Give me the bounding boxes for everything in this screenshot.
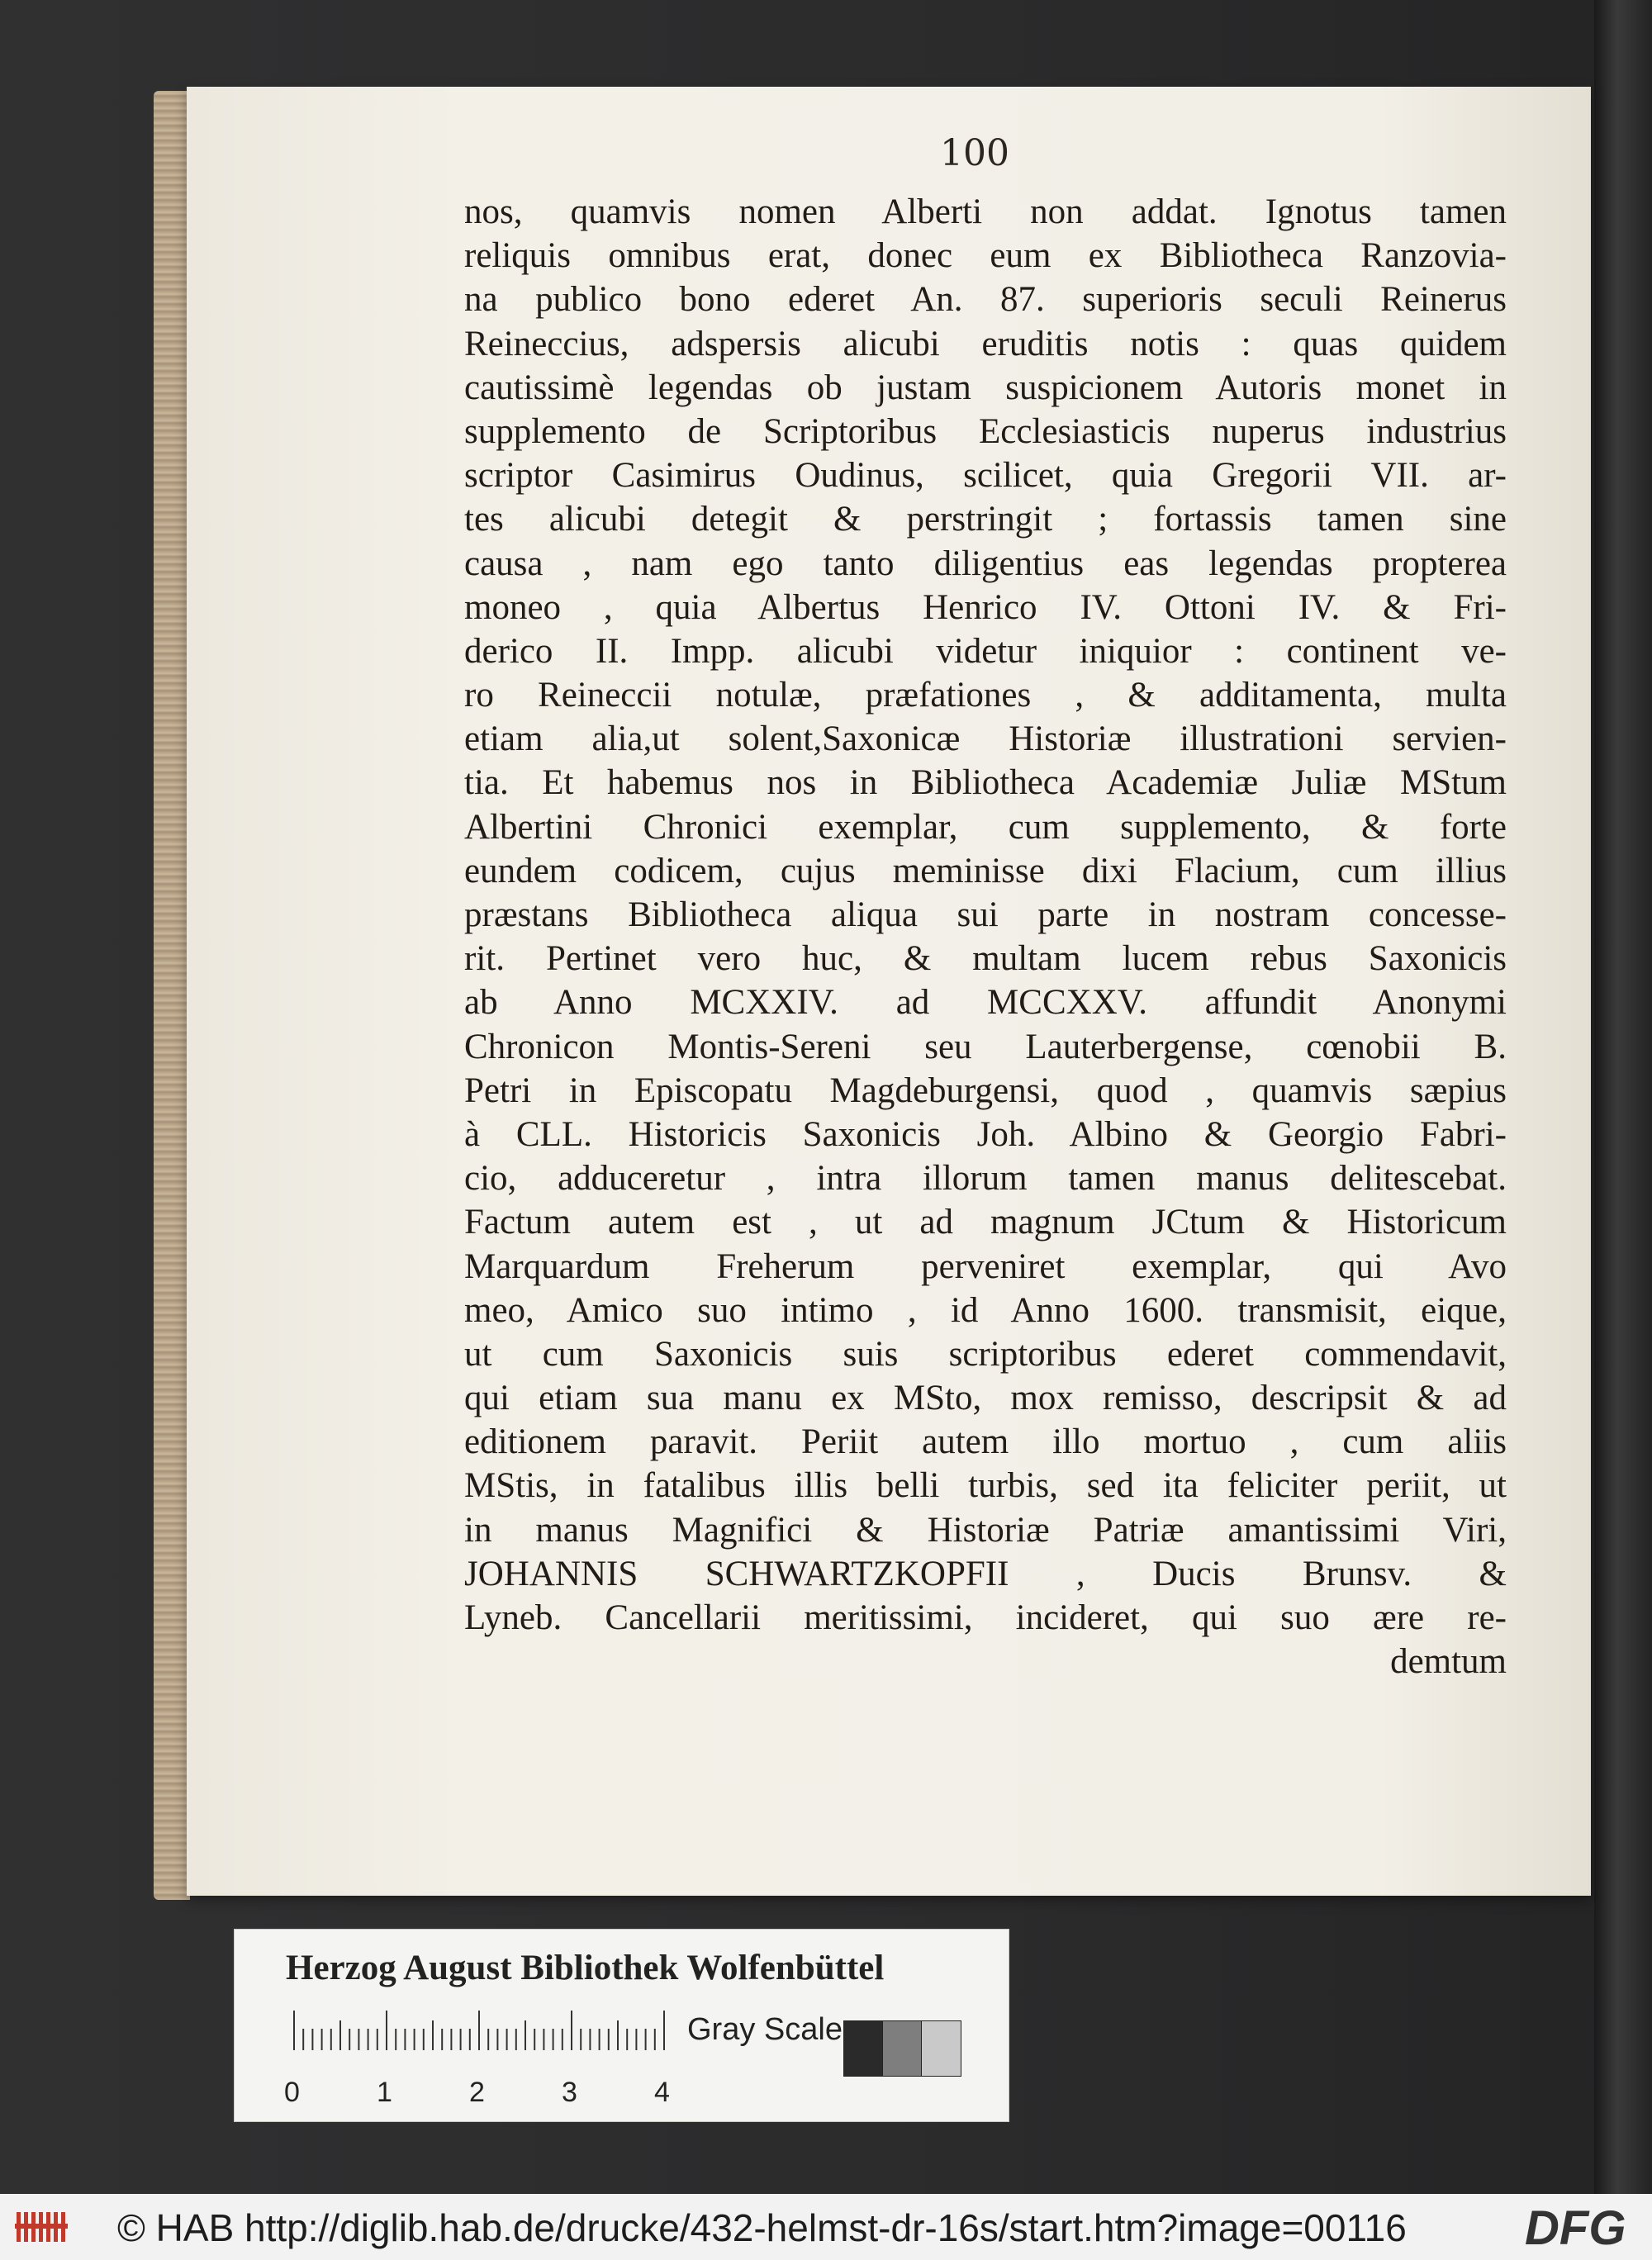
page-text [464, 190, 1507, 1683]
text-line: præstans Bibliotheca aliqua sui parte in nostram concesse- [464, 895, 1507, 934]
ruler-number: 3 [562, 2077, 577, 2108]
ruler-number: 0 [284, 2077, 300, 2108]
text-line: cautissimè legendas ob justam suspicionem Autoris monet in [464, 368, 1507, 407]
text-line: Marquardum Freherum perveniret exemplar, qui Avo [464, 1246, 1507, 1286]
text-line: Reineccius, adspersis alicubi eruditis notis : quas quidem [464, 324, 1507, 363]
text-line: tes alicubi detegit & perstringit ; fortassis tamen sine [464, 500, 1507, 539]
text-line: tia. Et habemus nos in Bibliotheca Academiæ Juliæ MStum [464, 763, 1507, 803]
text-line: moneo , quia Albertus Henrico IV. Ottoni IV. & Fri- [464, 587, 1507, 627]
hab-logo-icon [15, 2207, 69, 2247]
text-line: eundem codicem, cujus meminisse dixi Flacium, cum illius [464, 851, 1507, 890]
text-line: etiam alia,ut solent,Saxonicæ Historiæ illustrationi servien- [464, 719, 1507, 759]
text-line: MStis, in fatalibus illis belli turbis, sed ita feliciter periit, ut [464, 1466, 1507, 1506]
text-line: Chronicon Montis-Sereni seu Lauterbergense, cœnobii B. [464, 1027, 1507, 1066]
text-line: causa , nam ego tanto diligentius eas legendas propterea [464, 544, 1507, 583]
gray-swatch [921, 2020, 961, 2077]
text-line: à CLL. Historicis Saxonicis Joh. Albino & Georgio Fabri- [464, 1114, 1507, 1154]
ruler-number: 2 [469, 2077, 485, 2108]
text-line: demtum [1390, 1642, 1507, 1682]
dfg-logo: DFG [1525, 2201, 1626, 2255]
ruler-number: 1 [377, 2077, 392, 2108]
text-line: rit. Pertinet vero huc, & multam lucem rebus Saxonicis [464, 939, 1507, 979]
text-line: Petri in Episcopatu Magdeburgensi, quod , quamvis sæpius [464, 1071, 1507, 1110]
text-line: qui etiam sua manu ex MSto, mox remisso, descripsit & ad [464, 1379, 1507, 1418]
ruler-number: 4 [654, 2077, 670, 2108]
text-line: Albertini Chronici exemplar, cum supplemento, & forte [464, 807, 1507, 847]
copyright-url[interactable]: © HAB http://diglib.hab.de/drucke/432-helmst-dr-16s/start.htm?image=00116 [117, 2206, 1407, 2249]
text-line: reliquis omnibus erat, donec eum ex Bibliotheca Ranzovia- [464, 236, 1507, 276]
text-line: Factum autem est , ut ad magnum JCtum & Historicum [464, 1203, 1507, 1242]
text-line: scriptor Casimirus Oudinus, scilicet, quia Gregorii VII. ar- [464, 456, 1507, 496]
page-stack-edge [154, 91, 190, 1900]
text-line: ro Reineccii notulæ, præfationes , & additamenta, multa [464, 676, 1507, 715]
gray-swatch [882, 2020, 923, 2077]
library-name: Herzog August Bibliothek Wolfenbüttel [286, 1949, 885, 1987]
text-line: in manus Magnifici & Historiæ Patriæ amantissimi Viri, [464, 1510, 1507, 1550]
page-number: 100 [940, 132, 1009, 174]
text-line: na publico bono ederet An. 87. superioris seculi Reinerus [464, 280, 1507, 320]
book-cover-edge [1594, 0, 1652, 2194]
text-line: editionem paravit. Periit autem illo mortuo , cum aliis [464, 1422, 1507, 1462]
text-line: ut cum Saxonicis suis scriptoribus ederet commendavit, [464, 1334, 1507, 1374]
text-line: nos, quamvis nomen Alberti non addat. Ignotus tamen [464, 192, 1507, 231]
footer-bar [0, 2194, 1652, 2260]
ruler [292, 2011, 668, 2050]
text-line: cio, adduceretur , intra illorum tamen manus delitescebat. [464, 1159, 1507, 1199]
gray-scale-label: Gray Scale [687, 2012, 843, 2047]
gray-swatch [843, 2020, 884, 2077]
library-card [234, 1929, 1009, 2122]
text-line: JOHANNIS SCHWARTZKOPFII , Ducis Brunsv. & [464, 1554, 1507, 1593]
text-line: supplemento de Scriptoribus Ecclesiasticis nuperus industrius [464, 411, 1507, 451]
text-line: Lyneb. Cancellarii meritissimi, incideret, qui suo ære re- [464, 1598, 1507, 1637]
text-line: ab Anno MCXXIV. ad MCCXXV. affundit Anonymi [464, 983, 1507, 1023]
text-line: meo, Amico suo intimo , id Anno 1600. transmisit, eique, [464, 1290, 1507, 1330]
text-line: derico II. Impp. alicubi videtur iniquior : continent ve- [464, 631, 1507, 671]
